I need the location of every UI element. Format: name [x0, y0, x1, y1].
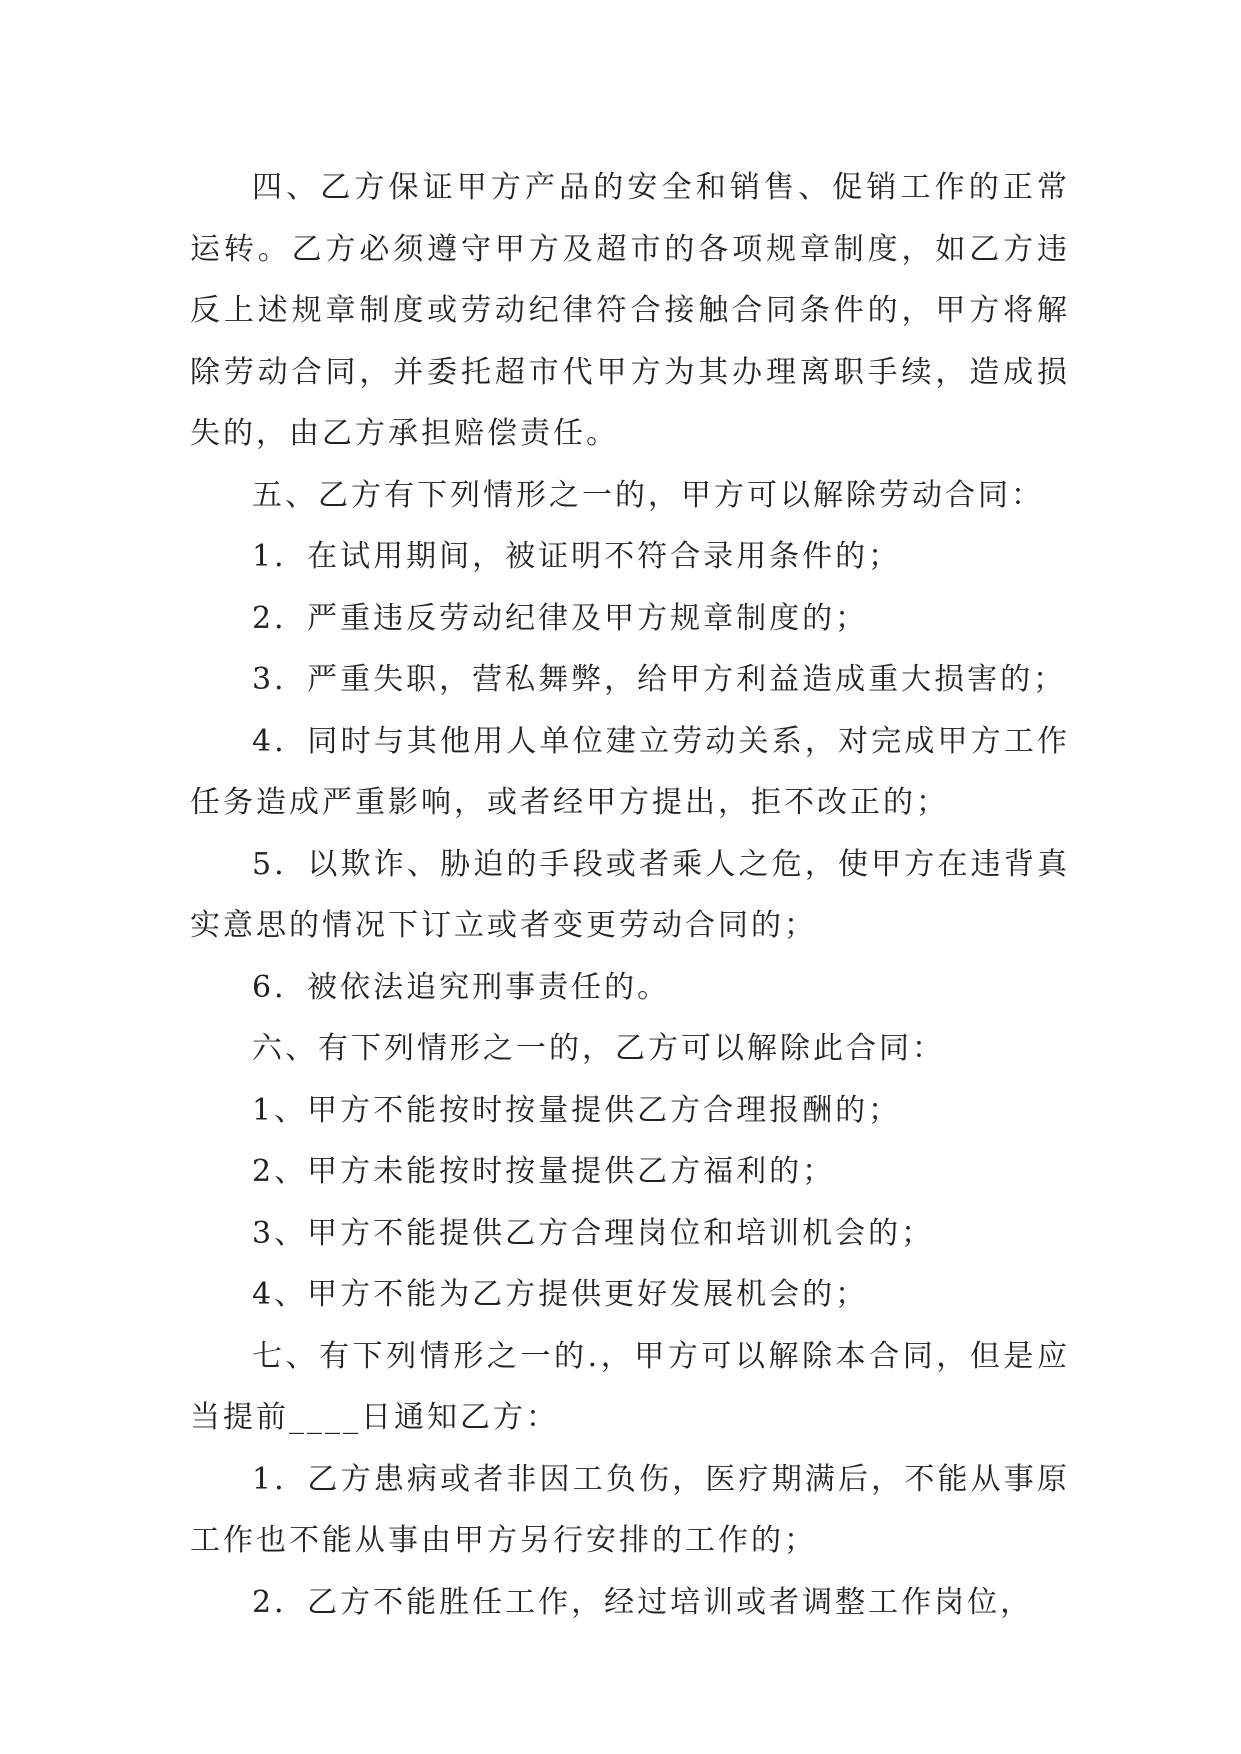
list-item: 3、甲方不能提供乙方合理岗位和培训机会的；	[252, 1215, 935, 1251]
list-item: 6．被依法追究刑事责任的。	[252, 969, 671, 1005]
list-item: 2．严重违反劳动纪律及甲方规章制度的；	[252, 600, 869, 636]
document-body	[190, 157, 1070, 1633]
list-item: 2、甲方未能按时按量提供乙方福利的；	[252, 1154, 836, 1189]
list-item: 1、甲方不能按时按量提供乙方合理报酬的；	[252, 1092, 902, 1128]
list-item: 1．在试用期间，被证明不符合录用条件的；	[252, 539, 902, 574]
paragraph-article-6: 六、有下列情形之一的，乙方可以解除此合同：	[252, 1031, 945, 1066]
list-item: 4、甲方不能为乙方提供更好发展机会的；	[252, 1277, 869, 1312]
list-item: 4．同时与其他用人单位建立劳动关系，对完成甲方工作任务造成严重影响，或者经甲方提出，拒不改正的；	[190, 723, 1070, 820]
paragraph-article-4: 四、乙方保证甲方产品的安全和销售、促销工作的正常运转。乙方必须遵守甲方及超市的各项规章制度，如乙方违反上述规章制度或劳动纪律符合接触合同条件的，甲方将解除劳动合同，并委托超市代甲方为其办理离职手续，造成损失的，由乙方承担赔偿责任。	[190, 170, 1070, 451]
paragraph-article-7: 七、有下列情形之一的.，甲方可以解除本合同，但是应当提前____日通知乙方：	[190, 1338, 1070, 1435]
list-item: 1．乙方患病或者非因工负伤，医疗期满后，不能从事原工作也不能从事由甲方另行安排的工作的；	[190, 1461, 1070, 1558]
paragraph-article-5: 五、乙方有下列情形之一的，甲方可以解除劳动合同：	[252, 477, 1044, 513]
list-item: 2．乙方不能胜任工作，经过培训或者调整工作岗位，	[252, 1584, 1034, 1620]
list-item: 5．以欺诈、胁迫的手段或者乘人之危，使甲方在违背真实意思的情况下订立或者变更劳动合同的；	[190, 846, 1070, 943]
list-item: 3．严重失职，营私舞弊，给甲方利益造成重大损害的；	[252, 662, 1067, 697]
